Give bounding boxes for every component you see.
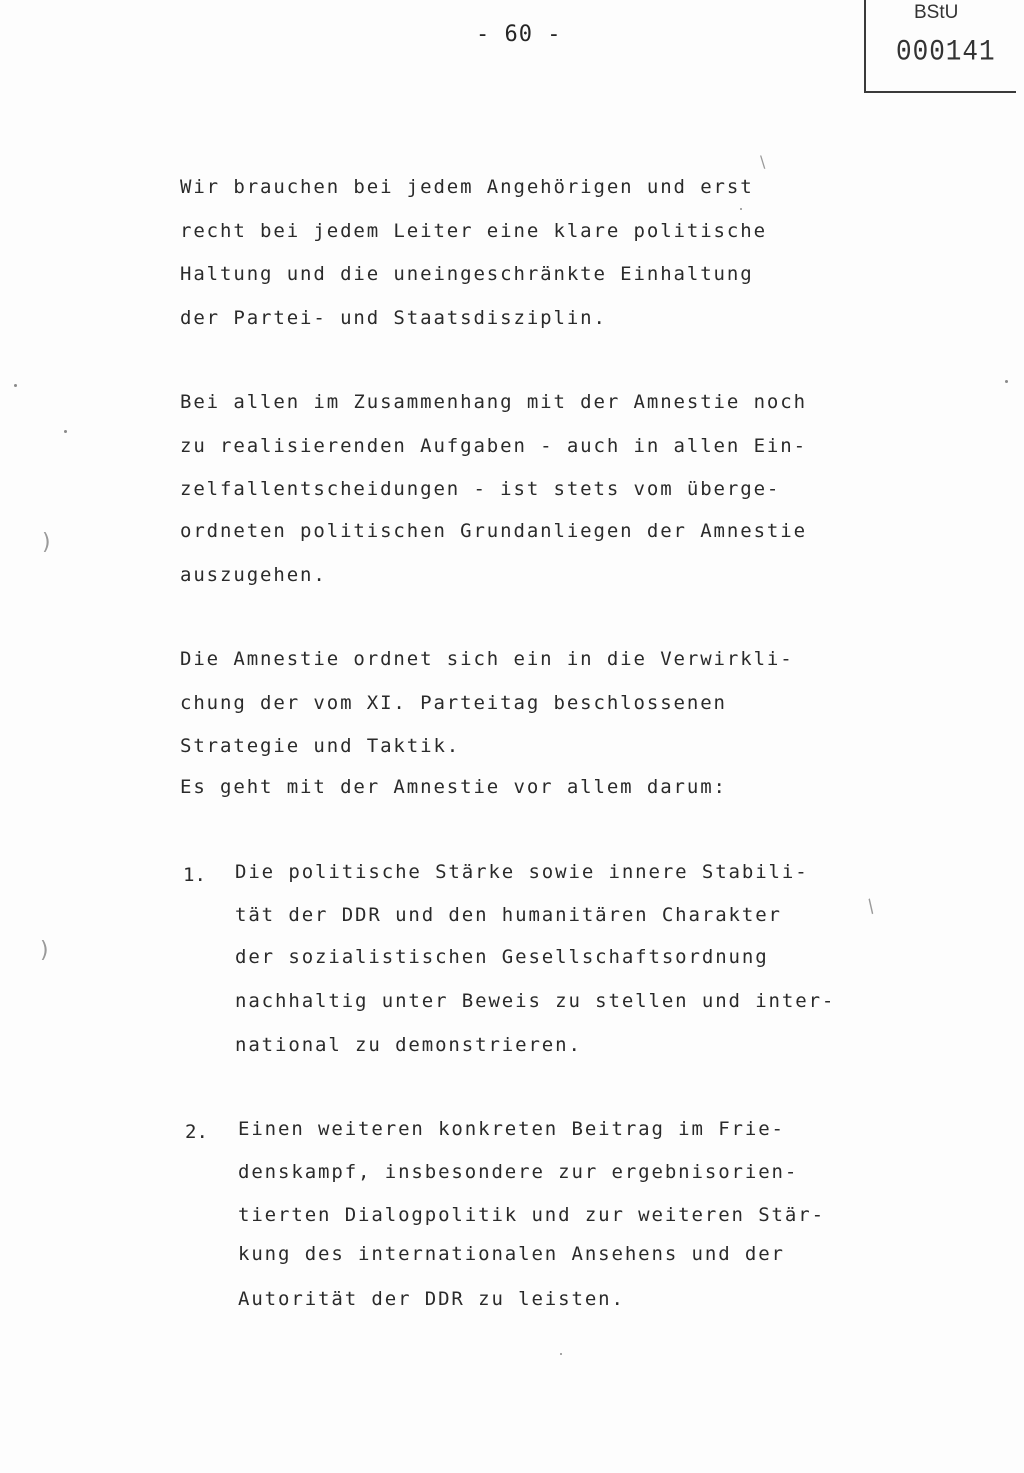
stamp-number: 000141 (896, 34, 996, 69)
text-line: auszugehen. (180, 564, 327, 586)
scan-speck (740, 208, 742, 210)
list-text-line: tierten Dialogpolitik und zur weiteren Stär- (238, 1204, 825, 1226)
list-text-line: Die politische Stärke sowie innere Stabili- (235, 861, 809, 883)
scan-speck (14, 384, 17, 387)
list-number: 2. (185, 1121, 208, 1143)
list-text-line: Autorität der DDR zu leisten. (238, 1288, 625, 1310)
text-line: Haltung und die uneingeschränkte Einhaltung (180, 263, 754, 285)
text-line: Es geht mit der Amnestie vor allem darum: (180, 776, 727, 798)
scan-speck (64, 430, 67, 433)
text-line: Die Amnestie ordnet sich ein in die Verwirkli- (180, 648, 794, 670)
list-text-line: Einen weiteren konkreten Beitrag im Frie- (238, 1118, 785, 1140)
text-line: ordneten politischen Grundanliegen der Amnestie (180, 520, 807, 542)
text-line: der Partei- und Staatsdisziplin. (180, 307, 607, 329)
scan-speck (1005, 380, 1008, 383)
page-number: - 60 - (476, 22, 562, 47)
stamp-org: BStU (914, 2, 959, 23)
list-text-line: denskampf, insbesondere zur ergebnisorien- (238, 1161, 799, 1183)
scan-mark: / (863, 895, 879, 918)
text-line: chung der vom XI. Parteitag beschlossenen (180, 692, 727, 714)
list-text-line: nachhaltig unter Beweis zu stellen und inter- (235, 990, 836, 1012)
archive-stamp (864, 0, 1016, 93)
text-line: Wir brauchen bei jedem Angehörigen und erst (180, 176, 754, 198)
list-text-line: tät der DDR und den humanitären Charakter (235, 904, 782, 926)
scan-mark: ) (42, 530, 51, 555)
scan-speck (560, 1353, 562, 1355)
text-line: Bei allen im Zusammenhang mit der Amnestie noch (180, 391, 807, 413)
list-number: 1. (183, 864, 206, 886)
scan-mark: ) (40, 938, 49, 963)
scan-mark: \ (760, 152, 766, 171)
text-line: Strategie und Taktik. (180, 735, 461, 757)
list-text-line: der sozialistischen Gesellschaftsordnung (235, 946, 769, 968)
text-line: zelfallentscheidungen - ist stets vom überge- (180, 478, 781, 500)
list-text-line: kung des internationalen Ansehens und der (238, 1243, 785, 1265)
text-line: recht bei jedem Leiter eine klare politische (180, 220, 767, 242)
list-text-line: national zu demonstrieren. (235, 1034, 582, 1056)
text-line: zu realisierenden Aufgaben - auch in allen Ein- (180, 435, 807, 457)
